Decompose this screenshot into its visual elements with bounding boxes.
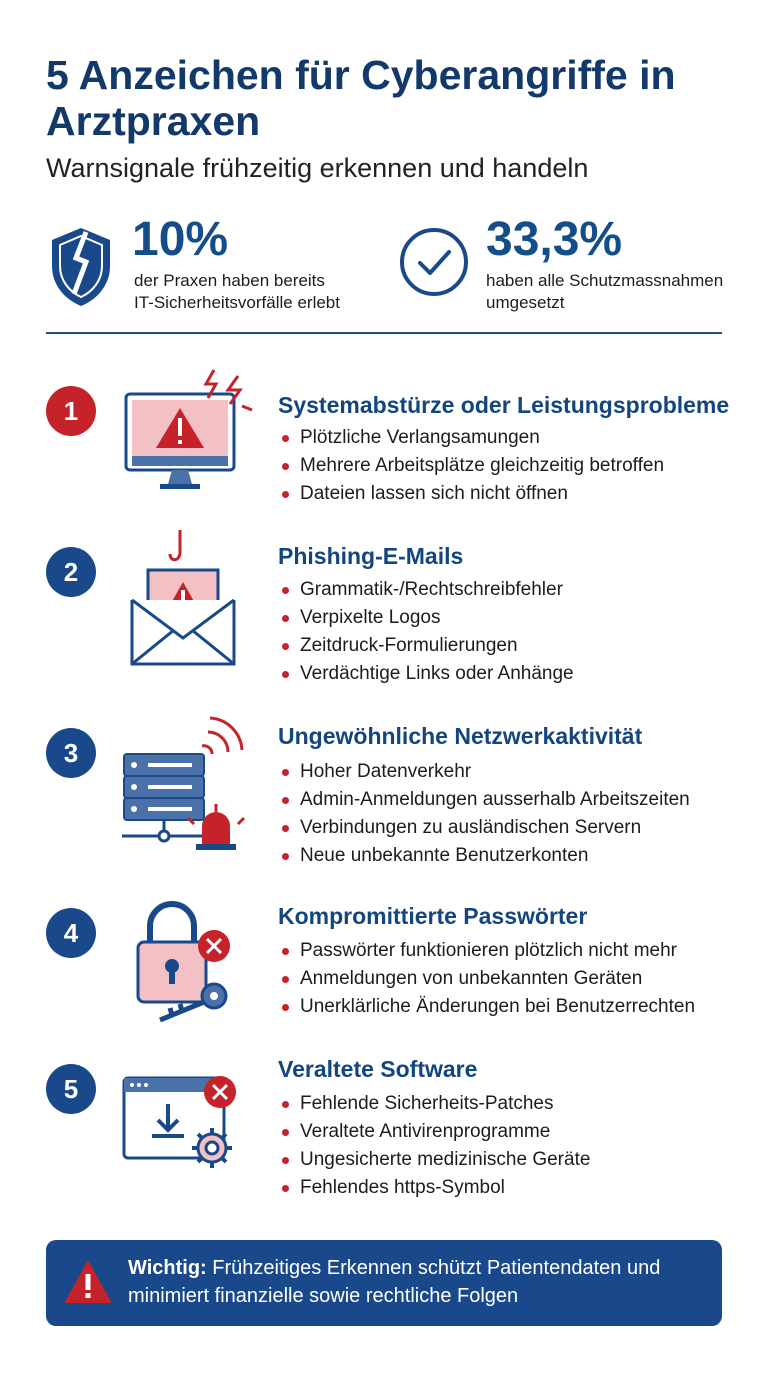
list-item: Unerklärliche Änderungen bei Benutzerrechten	[282, 993, 695, 1021]
important-banner	[46, 1240, 722, 1326]
stat-measures	[398, 212, 748, 322]
stat-description: der Praxen haben bereits IT-Sicherheitsvorfälle erlebt	[134, 271, 340, 312]
item-number-badge: 1	[46, 386, 96, 436]
item-title: Ungewöhnliche Netzwerkaktivität	[278, 723, 643, 749]
list-item: Verpixelte Logos	[282, 604, 574, 632]
stat-description: haben alle Schutzmassnahmen umgesetzt	[486, 271, 724, 312]
list-item: Plötzliche Verlangsamungen	[282, 424, 664, 452]
list-item: Mehrere Arbeitsplätze gleichzeitig betroffen	[282, 452, 664, 480]
list-item: Veraltete Antivirenprogramme	[282, 1118, 590, 1146]
banner-text	[128, 1254, 708, 1310]
list-item: Passwörter funktionieren plötzlich nicht mehr	[282, 937, 695, 965]
item-title: Systemabstürze oder Leistungsprobleme	[278, 392, 730, 418]
page-title: 5 Anzeichen für Cyberangriffe in Arztpraxen	[46, 52, 676, 144]
item-bullet-list	[282, 758, 690, 870]
monitor-warning-icon	[118, 366, 268, 496]
stat-incidents	[46, 212, 386, 322]
item-bullet-list	[282, 576, 574, 688]
item-title: Veraltete Software	[278, 1056, 478, 1082]
item-number-badge: 4	[46, 908, 96, 958]
list-item: Anmeldungen von unbekannten Geräten	[282, 965, 695, 993]
item-bullet-list	[282, 937, 695, 1021]
list-item: Dateien lassen sich nicht öffnen	[282, 480, 664, 508]
list-item: Fehlendes https-Symbol	[282, 1174, 590, 1202]
list-item: Verdächtige Links oder Anhänge	[282, 660, 574, 688]
stat-value: 10%	[132, 213, 229, 266]
list-item: Neue unbekannte Benutzerkonten	[282, 842, 690, 870]
outdated-software-icon	[118, 1056, 268, 1186]
list-item: Admin-Anmeldungen ausserhalb Arbeitszeiten	[282, 786, 690, 814]
broken-shield-icon	[46, 224, 116, 310]
server-alarm-icon	[118, 714, 268, 854]
item-title: Phishing-E-Mails	[278, 543, 464, 569]
list-item: Grammatik-/Rechtschreibfehler	[282, 576, 574, 604]
banner-label: Wichtig:	[128, 1257, 207, 1279]
item-number-badge: 2	[46, 547, 96, 597]
warning-triangle-icon	[64, 1260, 112, 1304]
list-item: Ungesicherte medizinische Geräte	[282, 1146, 590, 1174]
list-item: Zeitdruck-Formulierungen	[282, 632, 574, 660]
item-number-badge: 3	[46, 728, 96, 778]
stat-value: 33,3%	[486, 213, 623, 266]
phishing-envelope-icon	[118, 530, 268, 670]
item-bullet-list	[282, 424, 664, 508]
page-subtitle: Warnsignale frühzeitig erkennen und handeln	[46, 153, 589, 183]
check-circle-icon	[398, 226, 470, 298]
item-number-badge: 5	[46, 1064, 96, 1114]
banner-message: Frühzeitiges Erkennen schützt Patientendaten und minimiert finanzielle sowie rechtliche Folgen	[128, 1257, 661, 1307]
list-item: Verbindungen zu ausländischen Servern	[282, 814, 690, 842]
item-title: Kompromittierte Passwörter	[278, 903, 588, 929]
lock-key-error-icon	[118, 896, 268, 1026]
item-bullet-list	[282, 1090, 590, 1202]
divider	[46, 332, 722, 334]
list-item: Fehlende Sicherheits-Patches	[282, 1090, 590, 1118]
list-item: Hoher Datenverkehr	[282, 758, 690, 786]
